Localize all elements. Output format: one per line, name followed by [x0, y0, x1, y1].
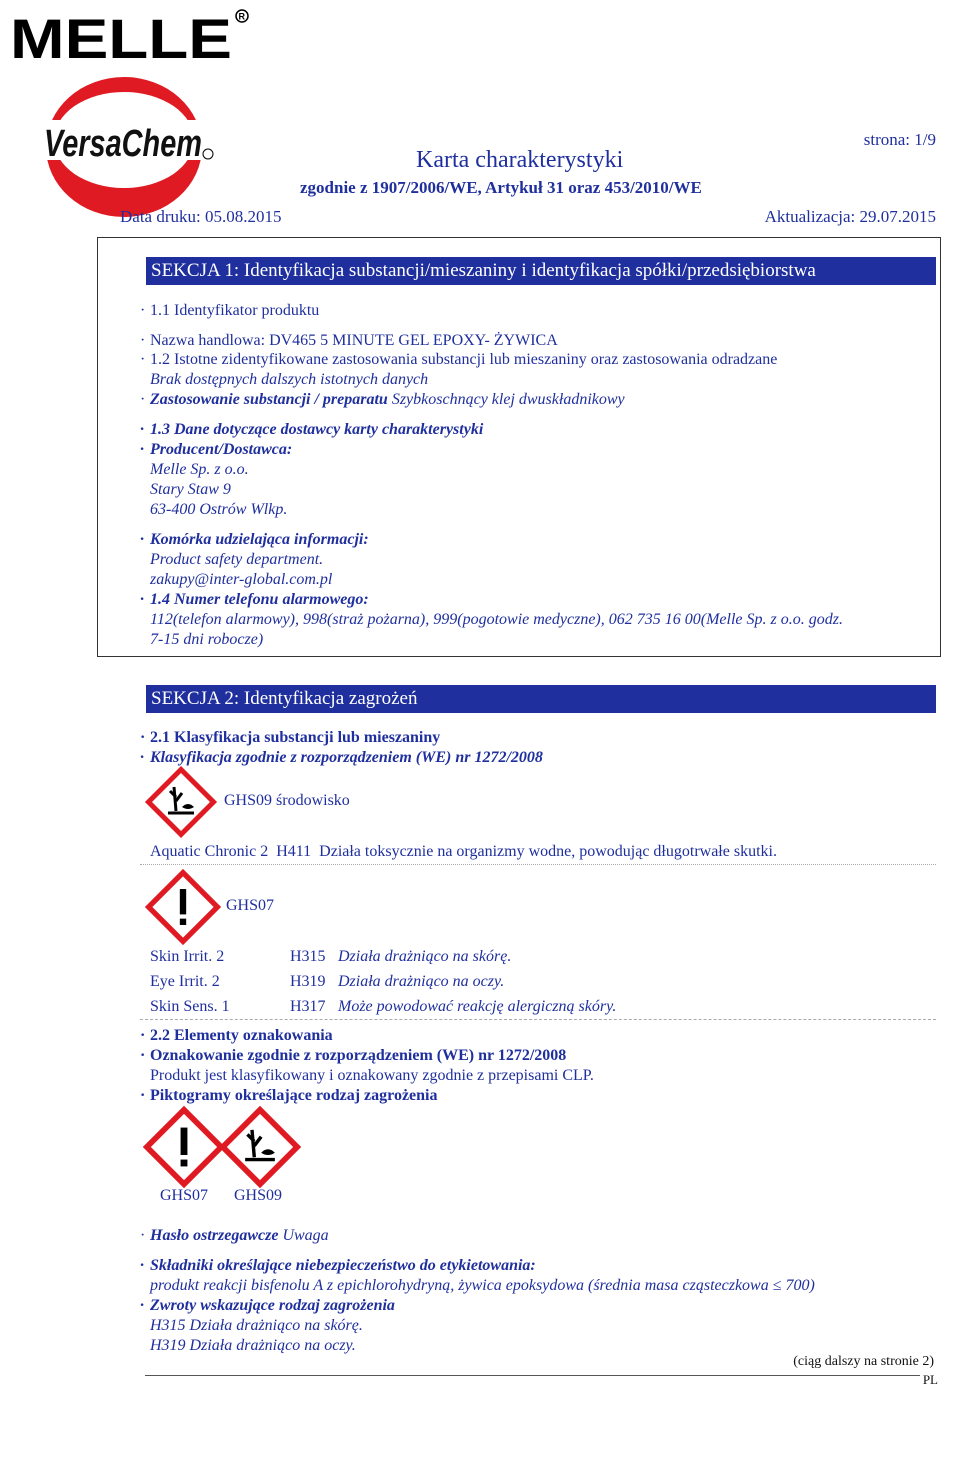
language-code: PL — [920, 1372, 938, 1388]
hazard-text: Działa drażniąco na skórę. — [338, 948, 512, 965]
section1-title: SEKCJA 1: Identyfikacja substancji/mieszaniny i identyfikacja spółki/przedsiębiorstwa — [146, 257, 936, 285]
hazard-code: H319 — [290, 973, 326, 990]
hazard-row-3 — [150, 997, 616, 1017]
producer-label: · Producent/Dostawca: — [150, 440, 292, 460]
signal-word-row — [150, 1226, 329, 1246]
trade-name-value: DV465 5 MINUTE GEL EPOXY- ŻYWICA — [269, 332, 558, 349]
label-ghs07-pictogram — [144, 1107, 224, 1192]
components-heading: · Składniki określające niebezpieczeństwo do etykietowania: — [150, 1256, 536, 1276]
document-subtitle: zgodnie z 1907/2006/WE, Artykuł 31 oraz 453/2010/WE — [300, 178, 702, 197]
trade-name-row — [150, 331, 558, 351]
s12-heading: · 1.2 Istotne zidentyfikowane zastosowania substancji lub mieszaniny oraz zastosowania odradzane — [150, 350, 777, 370]
s13-heading: · 1.3 Dane dotyczące dostawcy karty charakterystyki — [150, 420, 483, 440]
label-ghs09-pictogram — [220, 1107, 300, 1192]
divider-1 — [140, 864, 936, 865]
ghs09-pictogram — [146, 767, 216, 842]
ghs09-label — [224, 791, 350, 811]
document-title: Karta charakterystyki — [416, 147, 624, 173]
hphrase-1: H315 Działa drażniąco na skórę. — [150, 1317, 363, 1334]
label-clp-text: Produkt jest klasyfikowany i oznakowany zgodnie z przepisami CLP. — [150, 1067, 594, 1084]
melle-logo — [6, 8, 256, 71]
pictograms-heading: · Piktogramy określające rodzaj zagrożenia — [150, 1086, 438, 1106]
no-data-text: Brak dostępnych dalszych istotnych danych — [150, 371, 429, 388]
print-date: Data druku: 05.08.2015 — [120, 207, 282, 226]
hazard-code: H315 — [290, 948, 326, 965]
melle-logo-text: MELLE — [10, 7, 232, 70]
producer-line-1: Melle Sp. z o.o. — [150, 461, 249, 478]
info-email: zakupy@inter-global.com.pl — [150, 571, 333, 588]
hazard-text: Może powodować reakcję alergiczną skóry. — [338, 998, 617, 1015]
footer-rule — [145, 1375, 936, 1376]
ghs09-label-text: GHS09 środowisko — [224, 792, 350, 809]
use-row — [150, 390, 625, 410]
divider-2 — [140, 1019, 936, 1020]
signal-word-value: Uwaga — [282, 1227, 329, 1244]
pict-label-ghs07: GHS07 — [160, 1187, 209, 1204]
producer-line-2: Stary Staw 9 — [150, 481, 231, 498]
hphrases-heading: · Zwroty wskazujące rodzaj zagrożenia — [150, 1296, 395, 1316]
section2-title: SEKCJA 2: Identyfikacja zagrożeń — [146, 685, 936, 713]
producer-line-3: 63-400 Ostrów Wlkp. — [150, 501, 288, 518]
continued-note: (ciąg dalszy na stronie 2) — [793, 1354, 934, 1369]
hazard-row-2 — [150, 972, 504, 992]
s22-heading: · 2.2 Elementy oznakowania — [150, 1026, 333, 1046]
hazard-class: Eye Irrit. 2 — [150, 973, 220, 990]
aquatic-hazard: Aquatic Chronic 2 H411 Działa toksycznie na organizmy wodne, powodując długotrwałe skutki. — [150, 843, 777, 860]
s11-heading: · 1.1 Identyfikator produktu — [150, 301, 319, 321]
phone-line-2: 7-15 dni robocze) — [150, 631, 264, 648]
versachem-logo — [36, 72, 216, 227]
ghs07-pictogram — [146, 870, 220, 949]
phone-line-1: 112(telefon alarmowy), 998(straż pożarna), 999(pogotowie medyczne), 062 735 16 00(Melle Sp. z o.o. godz. — [150, 611, 843, 628]
hazard-class: Skin Sens. 1 — [150, 998, 230, 1015]
hphrase-2: H319 Działa drażniąco na oczy. — [150, 1337, 356, 1354]
hazard-class: Skin Irrit. 2 — [150, 948, 225, 965]
label-clp-heading: · Oznakowanie zgodnie z rozporządzeniem (WE) nr 1272/2008 — [150, 1046, 566, 1066]
trade-name-label: Nazwa handlowa: — [150, 332, 266, 349]
hazard-row-1 — [150, 947, 511, 967]
info-line-1: Product safety department. — [150, 551, 324, 568]
hazard-text: Działa drażniąco na oczy. — [338, 973, 505, 990]
svg-text:R: R — [238, 11, 245, 22]
pict-label-ghs09: GHS09 — [234, 1187, 283, 1204]
hazard-code: H317 — [290, 998, 326, 1015]
use-label: Zastosowanie substancji / preparatu — [150, 391, 388, 408]
versachem-logo-text: VersaChem — [44, 123, 202, 165]
use-value: Szybkoschnący klej dwuskładnikowy — [391, 391, 625, 408]
clp-classification-label: · Klasyfikacja zgodnie z rozporządzeniem (WE) nr 1272/2008 — [150, 748, 543, 768]
s14-heading: · 1.4 Numer telefonu alarmowego: — [150, 590, 369, 610]
s21-heading: · 2.1 Klasyfikacja substancji lub mieszaniny — [150, 728, 440, 748]
signal-word-label: Hasło ostrzegawcze — [150, 1227, 279, 1244]
page-number: strona: 1/9 — [863, 130, 936, 149]
update-date: Aktualizacja: 29.07.2015 — [764, 207, 936, 226]
ghs07-label: GHS07 — [226, 897, 275, 914]
info-label: · Komórka udzielająca informacji: — [150, 530, 369, 550]
components-text: produkt reakcji bisfenolu A z epichlorohydryną, żywica epoksydowa (średnia masa cząsteczkowa ≤ 700) — [150, 1277, 815, 1294]
